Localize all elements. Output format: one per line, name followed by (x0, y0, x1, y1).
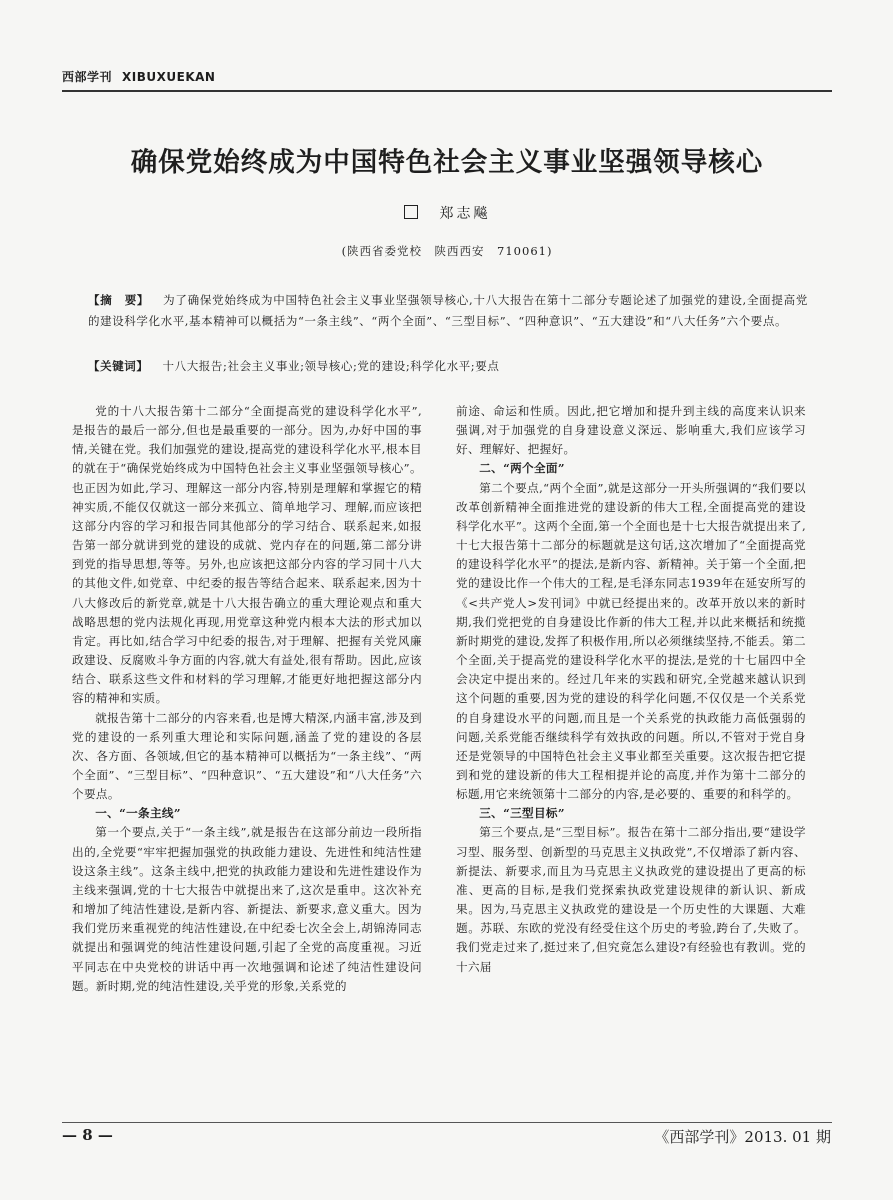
paragraph: 第三个要点,是“三型目标”。报告在第十二部分指出,要“建设学习型、服务型、创新型的马克思主义执政党”,不仅增添了新内容、新提法、新要求,而且为马克思主义执政党的建设提出了更高的标准、更高的目标,是我们党探索执政党建设规律的新认识、新成果。因为,马克思主义执政党的建设是一个历史性的大课题、大难题。苏联、东欧的党没有经受住这个历史的考验,跨台了,失败了。我们党走过来了,挺过来了,但究竟怎么建设?有经验也有教训。党的十六届 (456, 825, 806, 974)
abstract (88, 290, 808, 332)
right-column (456, 402, 806, 977)
paragraph: 前途、命运和性质。因此,把它增加和提升到主线的高度来认识来强调,对于加强党的自身建设意义深远、影响重大,我们应该学习好、理解好、把握好。 (456, 404, 806, 457)
journal-issue: 《西部学刊》2013. 01 期 (654, 1128, 831, 1146)
square-icon (404, 205, 418, 219)
journal-name-en: XIBUXUEKAN (122, 70, 216, 84)
section-heading: 二、“两个全面” (479, 461, 565, 476)
paragraph: 党的十八大报告第十二部分“全面提高党的建设科学化水平”,是报告的最后一部分,但也是最重要的一部分。因为,办好中国的事情,关键在党。我们加强党的建设,提高党的建设科学化水平,根本目的就在于“确保党始终成为中国特色社会主义事业坚强领导核心”。也正因为如此,学习、理解这一部分内容,特别是理解和掌握它的精神实质,不能仅仅就这一部分来孤立、简单地学习、理解,而应该把这部分内容的学习和报告同其他部分的学习结合、联系起来,如报告第一部分就讲到党的建设的成就、党内存在的问题,第二部分讲到党的指导思想,等等。另外,也应该把这部分内容的学习同十八大的其他文件,如党章、中纪委的报告等结合起来、联系起来,因为十八大修改后的新党章,就是十八大报告确立的重大理论观点和重大战略思想的党内法规化再现,用党章这种党内根本大法的形式加以肯定。再比如,结合学习中纪委的报告,对于理解、把握有关党风廉政建设、反腐败斗争方面的内容,就大有益处,很有帮助。因此,应该结合、联系这些文件和材料的学习理解,才能更好地把握这部分内容的精神和实质。 (72, 404, 422, 706)
abstract-text: 为了确保党始终成为中国特色社会主义事业坚强领导核心,十八大报告在第十二部分专题论述了加强党的建设,全面提高党的建设科学化水平,基本精神可以概括为“一条主线”、“两个全面”、“三型目标”、“四种意识”、“五大建设”和“八大任务”六个要点。 (88, 293, 808, 328)
paragraph: 就报告第十二部分的内容来看,也是博大精深,内涵丰富,涉及到党的建设的一系列重大理论和实际问题,涵盖了党的建设的各层次、各方面、各领域,但它的基本精神可以概括为“一条主线”、“两个全面”、“三型目标”、“四种意识”、“五大建设”和“八大任务”六个要点。 (72, 710, 422, 802)
abstract-label: 【摘 要】 (88, 293, 150, 307)
affiliation: (陕西省委党校 陕西西安 710061) (341, 244, 553, 258)
header-rule (62, 90, 832, 92)
section-heading: 一、“一条主线” (95, 806, 181, 821)
page-number: — 8 — (62, 1126, 113, 1144)
keywords (88, 356, 808, 377)
author-line (62, 203, 832, 223)
keywords-text: 十八大报告;社会主义事业;领导核心;党的建设;科学化水平;要点 (162, 359, 500, 373)
paragraph: 第二个要点,“两个全面”,就是这部分一开头所强调的“我们要以改革创新精神全面推进党的建设新的伟大工程,全面提高党的建设科学化水平”。这两个全面,第一个全面也是十七大报告就提出来了,十七大报告第十二部分的标题就是这句话,这次增加了“全面提高党的建设科学化水平”的提法,是新内容、新精神。关于第一个全面,把党的建设比作一个伟大的工程,是毛泽东同志1939年在延安所写的《<共产党人>发刊词》中就已经提出来的。改革开放以来的新时期,我们党把党的自身建设比作新的伟大工程,并以此来概括和统揽新时期党的建设,发挥了积极作用,所以必须继续坚持,不能丢。第二个全面,关于提高党的建设科学化水平的提法,是党的十七届四中全会决定中提出来的。经过几年来的实践和研究,全党越来越认识到这个问题的重要,因为党的建设的科学化问题,不仅仅是一个关系党的自身建设水平的问题,而且是一个关系党的执政能力高低强弱的问题,关系党能否继续科学有效执政的问题。所以,不管对于党自身还是党领导的中国特色社会主义事业都至关重要。这次报告把它提到和党的建设新的伟大工程相提并论的高度,并作为第十二部分的标题,用它来统领第十二部分的内容,是必要的、重要的和科学的。 (456, 480, 806, 802)
left-column (72, 402, 422, 996)
article-title: 确保党始终成为中国特色社会主义事业坚强领导核心 (130, 147, 764, 178)
journal-name-cn: 西部学刊 (62, 70, 113, 84)
section-heading: 三、“三型目标” (479, 806, 565, 821)
journal-header (62, 68, 832, 85)
keywords-label: 【关键词】 (88, 359, 149, 373)
paragraph: 第一个要点,关于“一条主线”,就是报告在这部分前边一段所指出的,全党要“牢牢把握加强党的执政能力建设、先进性和纯洁性建设这条主线”。这条主线中,把党的执政能力建设和先进性建设作为主线来强调,党的十七大报告中就提出来了,这次是重申。这次补充和增加了纯洁性建设,是新内容、新提法、新要求,意义重大。因为我们党历来重视党的纯洁性建设,在中纪委七次全会上,胡锦涛同志就提出和强调党的纯洁性建设问题,引起了全党的高度重视。习近平同志在中央党校的讲话中再一次地强调和论述了纯洁性建设问题。新时期,党的纯洁性建设,关乎党的形象,关系党的 (72, 825, 422, 993)
author-name: 郑志飚 (439, 206, 491, 222)
footer-rule (62, 1122, 832, 1123)
